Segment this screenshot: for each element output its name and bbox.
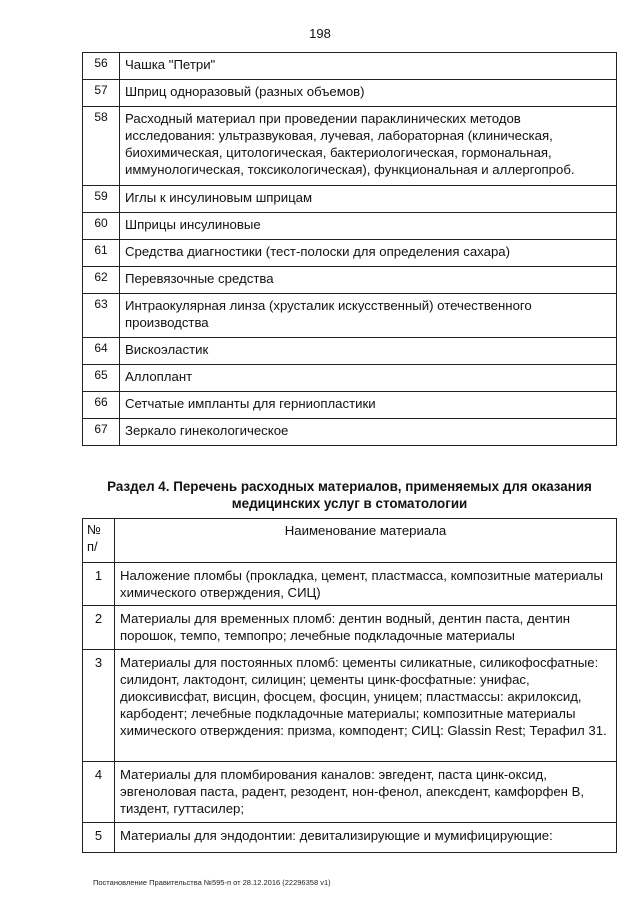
table-header-row (83, 519, 617, 563)
row-number: 65 (83, 365, 120, 392)
header-number: № п/ (83, 519, 115, 563)
row-number: 61 (83, 240, 120, 267)
row-text: Аллоплант (120, 365, 617, 392)
table-row (83, 365, 617, 392)
row-text: Наложение пломбы (прокладка, цемент, пластмасса, композитные материалы химического отверждения, СИЦ) (115, 563, 617, 606)
table-row (83, 823, 617, 853)
row-text: Средства диагностики (тест-полоски для определения сахара) (120, 240, 617, 267)
row-text: Иглы к инсулиновым шприцам (120, 186, 617, 213)
row-text: Чашка "Петри" (120, 53, 617, 80)
row-number: 62 (83, 267, 120, 294)
document-footer: Постановление Правительства №595-п от 28.12.2016 (22296358 v1) (93, 878, 331, 887)
table-row (83, 294, 617, 338)
row-number: 57 (83, 80, 120, 107)
row-text: Шприц одноразовый (разных объемов) (120, 80, 617, 107)
table-row (83, 80, 617, 107)
table-row (83, 107, 617, 186)
row-number: 67 (83, 419, 120, 446)
row-number: 66 (83, 392, 120, 419)
row-text: Материалы для постоянных пломб: цементы силикатные, силикофосфатные: силидонт, лактодонт, силицин; цементы цинк-фосфатные: унифас, диоксивисфат, висцин, фосцем, фосцин, уницем; пластмассы: акрилоксид, карбодент; лечебные подкладочные материалы; композитные материалы химического отверждения: призма, комподент; СИЦ: Glassin Rest; Терафил 31. (115, 650, 617, 762)
row-number: 60 (83, 213, 120, 240)
table-row (83, 606, 617, 650)
row-number: 4 (83, 762, 115, 823)
table-row (83, 53, 617, 80)
table-row (83, 213, 617, 240)
dental-materials-table (82, 518, 617, 853)
row-number: 3 (83, 650, 115, 762)
header-name: Наименование материала (115, 519, 617, 563)
page-number: 198 (309, 26, 331, 41)
row-text: Сетчатые импланты для герниопластики (120, 392, 617, 419)
table-row (83, 762, 617, 823)
row-number: 56 (83, 53, 120, 80)
row-text: Интраокулярная линза (хрусталик искусственный) отечественного производства (120, 294, 617, 338)
row-number: 5 (83, 823, 115, 853)
row-text: Расходный материал при проведении параклинических методов исследования: ультразвуковая, лучевая, лабораторная (клиническая, биохимическая, цитологическая, бактериологическая, гормональная, иммунологическая, токсикологическая), функциональная и аллергопроб. (120, 107, 617, 186)
table-row (83, 563, 617, 606)
row-number: 59 (83, 186, 120, 213)
row-number: 64 (83, 338, 120, 365)
row-number: 63 (83, 294, 120, 338)
row-number: 58 (83, 107, 120, 186)
row-number: 1 (83, 563, 115, 606)
row-number: 2 (83, 606, 115, 650)
row-text: Перевязочные средства (120, 267, 617, 294)
row-text: Вискоэластик (120, 338, 617, 365)
table-row (83, 392, 617, 419)
row-text: Зеркало гинекологическое (120, 419, 617, 446)
table-row (83, 267, 617, 294)
row-text: Шприцы инсулиновые (120, 213, 617, 240)
row-text: Материалы для временных пломб: дентин водный, дентин паста, дентин порошок, темпо, темпопро; лечебные подкладочные материалы (115, 606, 617, 650)
table-row (83, 419, 617, 446)
row-text: Материалы для пломбирования каналов: эвгедент, паста цинк-оксид, эвгеноловая паста, радент, резодент, нон-фенол, апексдент, камфорфен В, тиздент, гуттасилер; (115, 762, 617, 823)
materials-table-continued (82, 52, 617, 446)
section-title: Раздел 4. Перечень расходных материалов, применяемых для оказания медицинских услуг в стоматологии (107, 479, 592, 511)
table-row (83, 240, 617, 267)
table-row (83, 186, 617, 213)
table-row (83, 650, 617, 762)
row-text: Материалы для эндодонтии: девитализирующие и мумифицирующие: (115, 823, 617, 853)
table-row (83, 338, 617, 365)
